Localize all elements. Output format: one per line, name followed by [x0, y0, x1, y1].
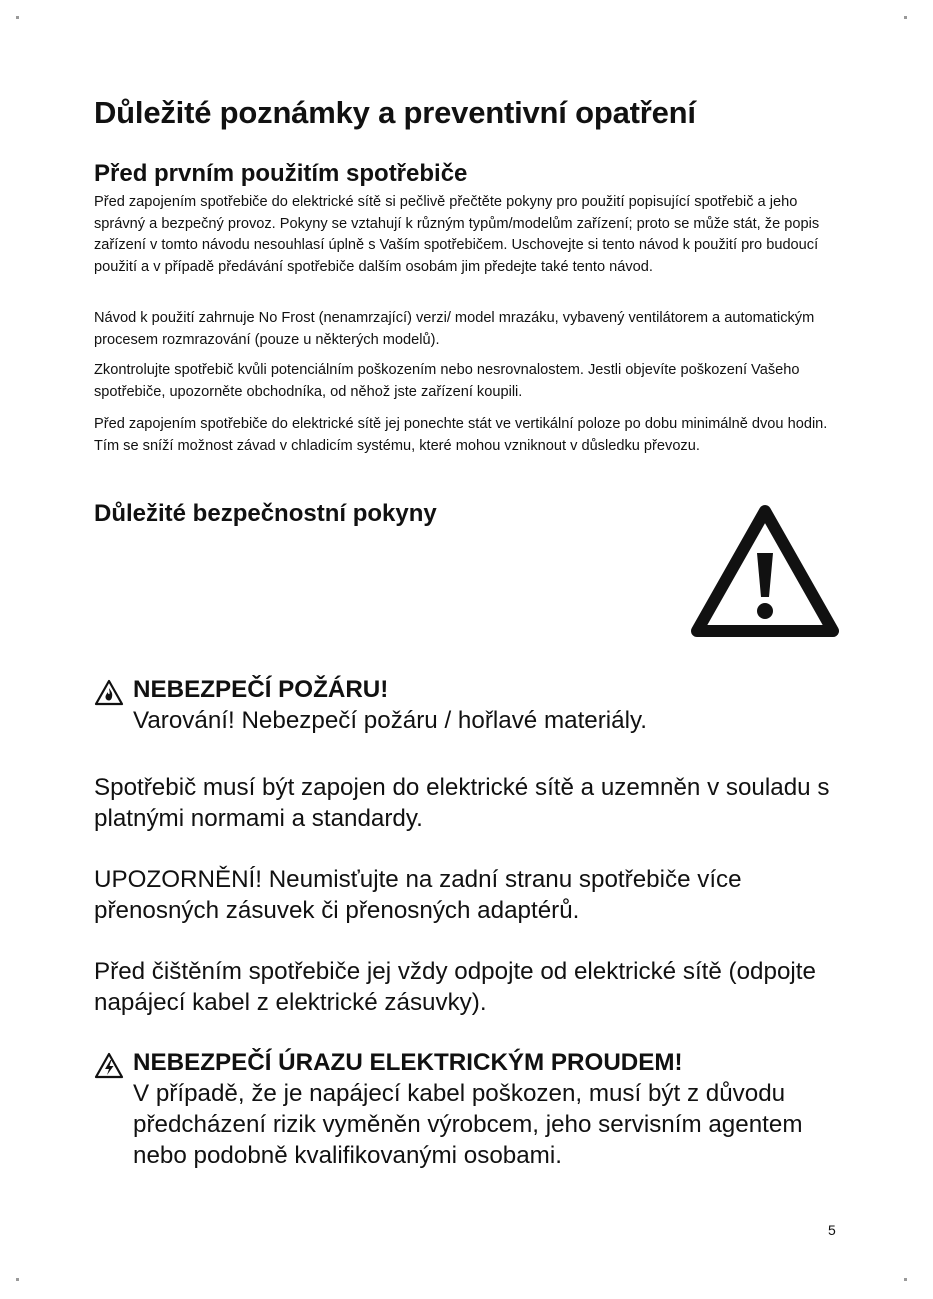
- electric-warning: [94, 1049, 854, 1173]
- electric-warning-text: V případě, že je napájecí kabel poškozen, musí být z důvodu předcházení rizik vyměněn výrobcem, jeho servisním agentem nebo podobně kvalifikovanými osobami.: [133, 1080, 803, 1169]
- fire-warning-icon: [94, 679, 124, 706]
- fire-warning: [94, 676, 854, 738]
- section-heading-safety: Důležité bezpečnostní pokyny: [94, 500, 437, 527]
- paragraph-unplug-cleaning: Před čištěním spotřebiče jej vždy odpojte od elektrické sítě (odpojte napájecí kabel z elektrické zásuvky).: [94, 958, 816, 1016]
- electric-warning-heading: NEBEZPEČÍ ÚRAZU ELEKTRICKÝM PROUDEM!: [133, 1049, 683, 1076]
- fire-warning-heading: NEBEZPEČÍ POŽÁRU!: [133, 676, 389, 703]
- crop-mark-bottom-left: [16, 1278, 19, 1281]
- electric-shock-warning-icon: [94, 1052, 124, 1079]
- paragraph-inspection: Zkontrolujte spotřebič kvůli potenciálním poškozením nebo nesrovnalostem. Jestli objevíte poškození Vašeho spotřebiče, upozorněte obchodníka, od něhož jste zařízení koupili.: [94, 362, 800, 400]
- fire-warning-text: Varování! Nebezpečí požáru / hořlavé materiály.: [133, 707, 648, 734]
- crop-mark-bottom-right: [904, 1278, 907, 1281]
- crop-mark-top-right: [904, 16, 907, 19]
- paragraph-instructions: Před zapojením spotřebiče do elektrické sítě si pečlivě přečtěte pokyny pro použití popisující spotřebič a jeho správný a bezpečný provoz. Pokyny se vztahují k různým typům/modelům zařízení; proto se může stát, že popis zařízení v tomto návodu nesouhlasí úplně s Vaším spotřebičem. Uschovejte si tento návod k použití pro budoucí použití a v případě předávání spotřebiče dalším osobám jim předejte také tento návod.: [94, 194, 820, 275]
- crop-mark-top-left: [16, 16, 19, 19]
- section-heading-first-use: Před prvním použitím spotřebiče: [94, 160, 468, 187]
- paragraph-vertical-position: Před zapojením spotřebiče do elektrické sítě jej ponechte stát ve vertikální poloze po dobu minimálně dvou hodin. Tím se sníží možnost závad v chladicím systému, které mohou vzniknout v důsledku převozu.: [94, 416, 828, 454]
- paragraph-no-frost: Návod k použití zahrnuje No Frost (nenamrzající) verzi/ model mrazáku, vybavený ventilátorem a automatickým procesem rozmrazování (pouze u některých modelů).: [94, 310, 815, 348]
- warning-triangle-icon: [690, 503, 840, 639]
- page-number: 5: [828, 1222, 836, 1238]
- paragraph-grounding: Spotřebič musí být zapojen do elektrické sítě a uzemněn v souladu s platnými normami a standardy.: [94, 774, 830, 832]
- paragraph-portable-sockets: UPOZORNĚNÍ! Neumisťujte na zadní stranu spotřebiče více přenosných zásuvek či přenosných adaptérů.: [94, 866, 742, 924]
- page-title: Důležité poznámky a preventivní opatření: [94, 95, 696, 130]
